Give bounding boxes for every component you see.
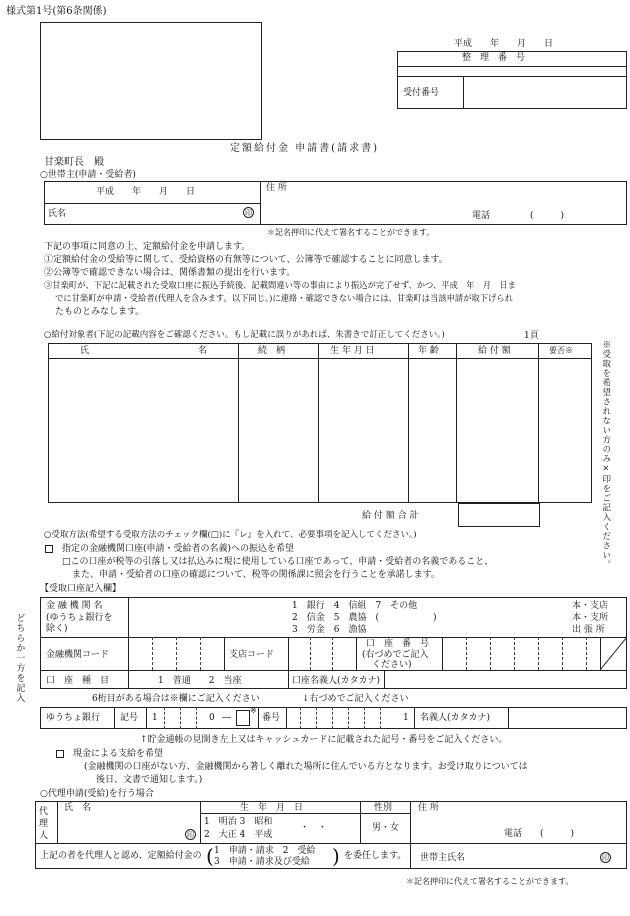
- holder-label: 口座名義人(カタカナ): [292, 676, 381, 686]
- proxy-delegate-end: を委任します。: [344, 851, 407, 861]
- bank-name-field[interactable]: [132, 600, 282, 634]
- proxy-delegate-opt2[interactable]: 3 申請・請求及び受給: [214, 857, 310, 867]
- cash-checkbox[interactable]: [56, 750, 64, 758]
- consent-line-5: たものとみなします。: [55, 307, 145, 317]
- householder-label: 世帯主氏名: [420, 853, 466, 863]
- householder-field[interactable]: [470, 847, 594, 865]
- account-type-label: 口 座 種 目: [46, 676, 110, 686]
- proxy-delegate-opt1[interactable]: 1 申請・請求 2 受給: [214, 846, 316, 856]
- householder-seal-icon: 印: [602, 854, 609, 862]
- bank-name-sub2: 除く): [46, 624, 68, 634]
- proxy-note: ＊記名押印に代えて署名することができます。: [406, 877, 574, 886]
- account-heading: 【受取口座記入欄】: [40, 584, 122, 594]
- bango-digit-1: 1: [403, 713, 409, 723]
- bank-type-line-1[interactable]: 2 信金 5 農協 ( ): [292, 613, 437, 623]
- recipients-table: [48, 343, 592, 503]
- col-header-age: 年 齢: [418, 346, 439, 356]
- kigou-mark: ※: [250, 706, 257, 715]
- bank-code-field[interactable]: [130, 639, 222, 668]
- receipt-heading: ○受取方法(希望する受取方法のチェック欄(□)に『レ』を入れて、必要事項を記入してください。): [44, 530, 417, 540]
- branch-type-2[interactable]: 出 張 所: [572, 625, 605, 635]
- form-title: 定額給付金 申請書(請求書): [230, 143, 379, 154]
- applicant-note: ＊記名押印に代えて署名することができます。: [267, 228, 435, 237]
- recipients-total-label: 給 付 額 合 計: [362, 511, 419, 521]
- note-right-align: ↓右づめでご記入ください: [302, 694, 409, 704]
- yucho-kigou-field[interactable]: [160, 709, 208, 727]
- recipients-side-note: ※受取を希望されない方のみ×印をご記入ください。: [600, 340, 611, 570]
- account-no-sub2: ください): [372, 660, 412, 670]
- bank-type-line-2[interactable]: 3 労金 6 漁協: [292, 625, 367, 635]
- proxy-delegate-text: 上記の者を代理人と認め、定額給付金の: [40, 851, 202, 861]
- account-type-options[interactable]: 1 普通 2 当座: [158, 676, 242, 686]
- proxy-brace-open: (: [206, 844, 214, 868]
- proxy-phone-label: 電話: [504, 829, 523, 839]
- bank-name-label: 金 融 機 関 名: [46, 601, 103, 611]
- cash-note2: 後日、文書で通知します。): [96, 775, 203, 785]
- col-header-shi: 氏: [80, 346, 90, 356]
- branch-code-label: 支店コード: [229, 650, 275, 660]
- form-id: 様式第1号(第6条関係): [6, 6, 107, 17]
- proxy-side-label-3: 人: [39, 831, 49, 841]
- uketsuke-field[interactable]: [465, 78, 625, 107]
- col-header-amount: 給 付 額: [478, 346, 511, 356]
- bank-code-label: 金融機関コード: [46, 650, 110, 660]
- yucho-holder-field[interactable]: [510, 709, 624, 727]
- applicant-phone-parens[interactable]: ( ): [530, 211, 565, 221]
- account-no-field[interactable]: [444, 639, 598, 668]
- recipients-page: 1頁: [524, 331, 539, 341]
- kigou-digit-0: 0: [209, 713, 215, 723]
- proxy-address-label: 住 所: [418, 803, 439, 813]
- consent-line-0: 下記の事項に同意の上、定額給付金を申請します。: [44, 242, 251, 252]
- proxy-heading: ○代理申請(受給)を行う場合: [40, 789, 154, 799]
- kigou-digit-1: 1: [152, 713, 158, 723]
- proxy-era-line-1[interactable]: 2 大正 4 平成: [204, 830, 273, 840]
- col-header-birth: 生 年 月 日: [330, 346, 375, 356]
- proxy-seal-icon: 印: [187, 831, 194, 839]
- consent-line-3: ③甘楽町が、下記に記載された受取口座に振込手続後、記載間違い等の事由により振込が完了せず、かつ、平成 年 月 日ま: [44, 280, 516, 290]
- account-no-label: 口 座 番 号: [366, 639, 430, 649]
- proxy-birth-dots: ・ ・: [300, 823, 328, 833]
- proxy-birth-label: 生 年 月 日: [240, 803, 304, 813]
- branch-type-0[interactable]: 本・支店: [572, 601, 609, 611]
- either-one-label: どちらか一方を記入: [14, 613, 25, 703]
- holder-label-yucho: 名義人(カタカナ): [420, 713, 491, 723]
- bank-transfer-note2: また、申請・受給者の口座の確認について、税等の関係課に照会を行うことを承諾します。: [72, 570, 440, 580]
- proxy-era-line-0[interactable]: 1 明治 3 昭和: [204, 817, 273, 827]
- yucho-label: ゆうちょ銀行: [46, 713, 101, 723]
- photo-box: [40, 22, 262, 140]
- proxy-sex-label: 性別: [374, 803, 393, 813]
- yucho-bango-field[interactable]: [288, 709, 398, 727]
- cash-note1: (金融機関の口座がない方、金融機関から著しく離れた場所に住んでいる方となります。お受け取りについては: [84, 762, 528, 772]
- proxy-sex-value[interactable]: 男・女: [372, 823, 400, 833]
- consent-line-1: ①定額給付金の受給等に関して、受給資格の有無等について、公簿等で確認することに同意します。: [44, 255, 448, 265]
- addressee: 甘楽町長 殿: [44, 157, 104, 168]
- applicant-date: 平成 年 月 日: [96, 187, 196, 197]
- applicant-seal-icon: 印: [245, 209, 252, 217]
- header-date: 平成 年 月 日: [454, 39, 554, 49]
- proxy-name-field[interactable]: [62, 815, 180, 841]
- proxy-name-label: 氏 名: [64, 803, 92, 813]
- consent-line-2: ②公簿等で確認できない場合は、関係書類の提出を行います。: [44, 268, 296, 278]
- proxy-brace-close: ): [332, 844, 340, 868]
- applicant-address-field[interactable]: [262, 195, 622, 209]
- bank-name-sub: (ゆうちょ銀行を: [46, 613, 113, 623]
- applicant-name-label: 氏名: [48, 209, 67, 219]
- bank-transfer-checkbox[interactable]: [45, 545, 53, 553]
- slash-cell: [600, 637, 627, 670]
- col-header-yohi: 要否※: [549, 346, 573, 355]
- yucho-note: ↑貯金通帳の見開き左上又はキャッシュカードに記載された記号・番号をご記入ください。: [140, 735, 508, 745]
- consent-line-4: でに甘楽町が申請・受給者(代理人を含みます。以下同じ。)に連絡・確認できない場合には、甘楽町は当該申請が取下げられ: [55, 293, 513, 303]
- applicant-name-field[interactable]: [80, 205, 230, 223]
- kigou-label: 記号: [120, 713, 139, 723]
- applicant-heading: ○世帯主(申請・受給者): [40, 170, 136, 180]
- cash-label: 現金による支給を希望: [73, 749, 164, 759]
- col-header-zokugara: 続 柄: [258, 346, 286, 356]
- note-6digit: 6桁目がある場合は※欄にご記入ください: [92, 694, 260, 704]
- bank-type-line-0[interactable]: 1 銀行 4 信組 7 その他: [292, 601, 418, 611]
- kigou-6th-digit-box[interactable]: [236, 710, 250, 726]
- kigou-dash: ―: [222, 713, 231, 723]
- proxy-phone-parens[interactable]: ( ): [540, 829, 575, 839]
- account-no-sub: (右づめでご記入: [362, 650, 429, 660]
- applicant-phone-label: 電話: [472, 211, 491, 221]
- uketsuke-label: 受付番号: [403, 88, 440, 98]
- holder-field[interactable]: [386, 672, 624, 687]
- proxy-side-label-1: 代: [39, 807, 49, 817]
- seiri-label: 整 理 番 号: [462, 53, 526, 63]
- recipients-total-box[interactable]: [458, 503, 540, 527]
- col-header-mei: 名: [198, 346, 208, 356]
- applicant-address-label: 住 所: [266, 183, 287, 193]
- bank-transfer-note1: □この口座が税等の引落し又は払込みに現に使用している口座であって、申請・受給者の名義であること、: [62, 557, 494, 567]
- branch-code-field[interactable]: [290, 639, 354, 668]
- proxy-side-label-2: 理: [39, 819, 49, 829]
- recipients-heading: ○給付対象者(下記の記載内容をご確認ください。もし記載に誤りがあれば、朱書きで訂正してください。): [44, 330, 445, 340]
- branch-type-1[interactable]: 本・支所: [572, 613, 609, 623]
- bank-transfer-label: 指定の金融機関口座(申請・受給者の名義)への振込を希望: [62, 544, 295, 554]
- proxy-address-field[interactable]: [414, 814, 622, 826]
- bango-label: 番号: [262, 713, 281, 723]
